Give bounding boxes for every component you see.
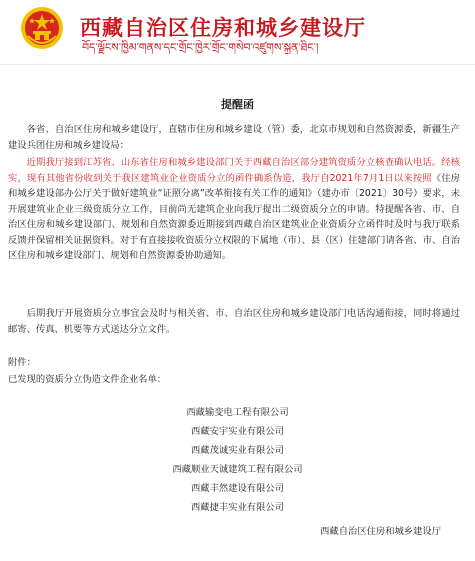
company-name: 西藏输变电工程有限公司: [186, 407, 289, 418]
company-name: 西藏顺业天诚建筑工程有限公司: [172, 464, 303, 475]
company-name: 西藏安宇实业有限公司: [191, 426, 284, 437]
attachment-intro: 已发现的资质分立伪造文件企业名单：: [8, 374, 167, 385]
document-title: 提醒函: [221, 98, 254, 111]
company-name: 西藏茂诚实业有限公司: [191, 445, 284, 456]
company-name: 西藏丰然建设有限公司: [191, 483, 284, 494]
paragraph-2: 后期我厅开展资质分立事宜会及时与相关省、市、自治区住房和城乡建设部门电话沟通衔接，同时将通过邮寄、传真、机要等方式送达分立文件。: [8, 308, 460, 335]
svg-text:བོད་ལྗོངས་ཁྱིམ་གནས་དང་གྲོང་ཁྱེ: བོད་ལྗོངས་ཁྱིམ་གནས་དང་གྲོང་ཁྱེར་གྲོང་གསེབ་འཛུགས་སྐྲུན་ཐིང་།: [82, 41, 319, 54]
company-name: 西藏捷丰实业有限公司: [191, 502, 284, 513]
paragraph-1: [8, 155, 460, 264]
tibetan-subtitle: [82, 40, 442, 54]
signature: 西藏自治区住房和城乡建设厅: [320, 526, 441, 537]
page-header: [0, 0, 475, 70]
attachment-label: 附件：: [8, 357, 36, 368]
org-name: 西藏自治区住房和城乡建设厅: [80, 16, 366, 40]
national-emblem-icon: [20, 6, 64, 50]
salutation: 各省、自治区住房和城乡建设厅，直辖市住房和城乡建设（管）委，北京市规划和自然资源委，新疆生产建设兵团住房和城乡建设局：: [8, 124, 460, 151]
paragraph-1-highlight: 近期我厅接到江苏省、山东省住房和城乡建设部门关于西藏自治区部分建筑资质分立核查确认电话。经核实，现有其他省份收到关于我区建筑业企业资质分立的函件确系伪造，我厅自2021年7月1日以来按照: [8, 157, 460, 184]
paragraph-1-body: 《住房和城乡建设部办公厅关于做好建筑业“证照分离”改革衔接有关工作的通知》（建办市〔2021〕30号）要求，未开展建筑业企业三级资质分立工作，目前尚无建筑企业向我厅提出二级资质分立的申请。特提醒各省、市、自治区住房和城乡建设部门、规划和自然资源委近期接到西藏自治区建筑业企业资质分立函件时及时与我厅联系反馈并保留相关证据资料。对于有直接接收资质分立权限的下属地（市）、县（区）住建部门请各省、市、自治区住房和城乡建设部门、规划和自然资源委协助通知。: [8, 172, 460, 261]
header-divider: [0, 64, 475, 65]
